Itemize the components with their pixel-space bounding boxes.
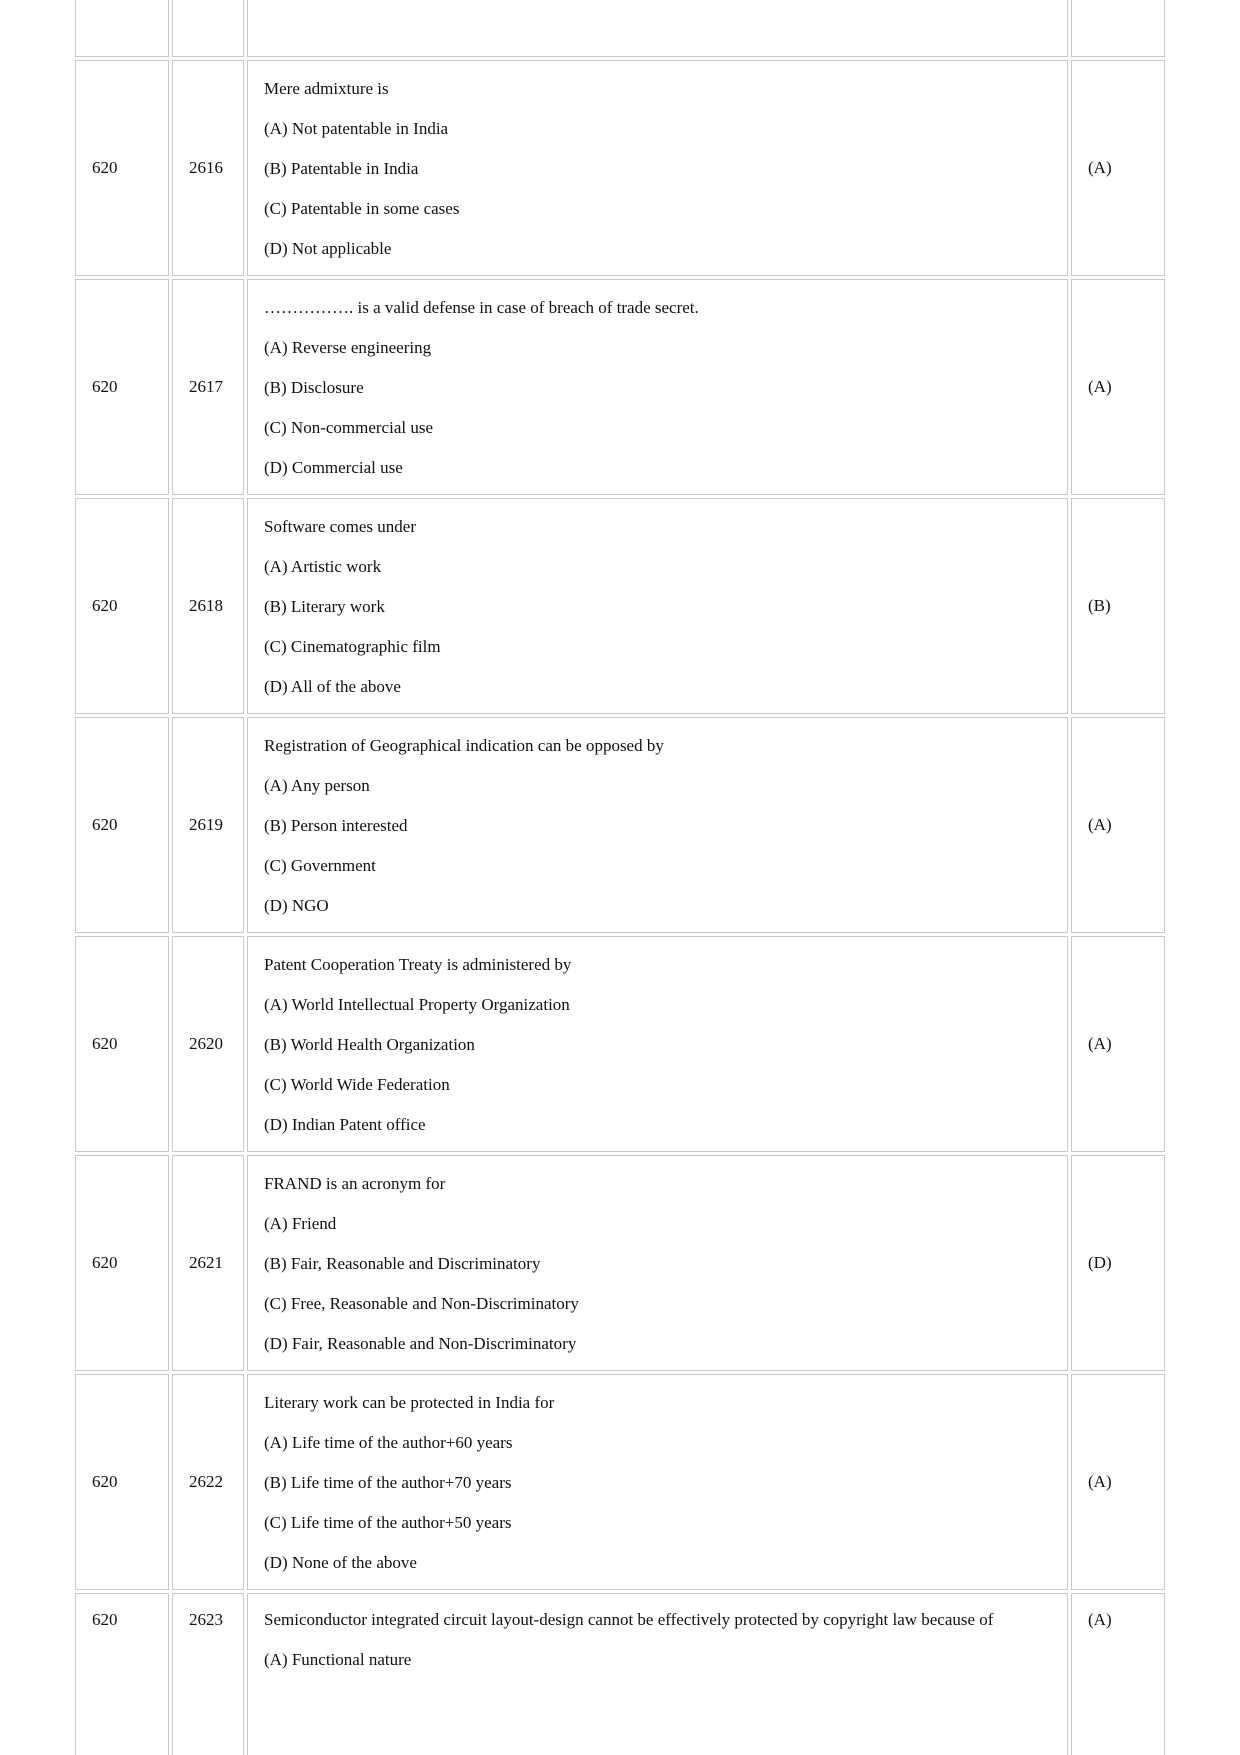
option-c: (C) Patentable in some cases [264, 199, 460, 218]
question-text: ……………. is a valid defense in case of breach of trade secret. [264, 298, 699, 317]
paper-code-cell: 620 [75, 1374, 169, 1590]
table-row [75, 717, 1165, 933]
answer-cell: (D) [1071, 1155, 1165, 1371]
option-a: (A) World Intellectual Property Organization [264, 995, 570, 1014]
answer-cell: (A) [1071, 1593, 1165, 1755]
table-row [75, 498, 1165, 714]
option-a: (A) Not patentable in India [264, 119, 449, 138]
option-a: (A) Any person [264, 776, 370, 795]
option-b: (B) Fair, Reasonable and Discriminatory [264, 1254, 541, 1273]
question-cell [247, 1155, 1068, 1371]
answer-cell: (A) [1071, 1374, 1165, 1590]
question-text: Software comes under [264, 517, 417, 536]
option-a: (A) Functional nature [264, 1650, 412, 1669]
question-number-cell: 2619 [172, 717, 244, 933]
option-a: (A) Friend [264, 1214, 337, 1233]
table-row [75, 1593, 1165, 1755]
answer-cell: (A) [1071, 717, 1165, 933]
option-c: (C) Government [264, 856, 376, 875]
option-b: (B) Literary work [264, 597, 385, 616]
table-row [75, 279, 1165, 495]
option-c: (C) Non-commercial use [264, 418, 433, 437]
table-row [75, 1374, 1165, 1590]
question-number-cell: 2618 [172, 498, 244, 714]
option-d: (D) Commercial use [264, 458, 403, 477]
paper-code-cell: 620 [75, 279, 169, 495]
option-b: (B) World Health Organization [264, 1035, 475, 1054]
question-number-cell: 2621 [172, 1155, 244, 1371]
paper-code-cell: 620 [75, 936, 169, 1152]
option-c: (C) Cinematographic film [264, 637, 441, 656]
mcq-table [72, 0, 1168, 1755]
option-d: (D) Fair, Reasonable and Non-Discriminatory [264, 1334, 577, 1353]
paper-code-cell: 620 [75, 60, 169, 276]
question-text: Literary work can be protected in India for [264, 1393, 555, 1412]
answer-cell: (A) [1071, 936, 1165, 1152]
table-row [75, 60, 1165, 276]
option-b: (B) Person interested [264, 816, 408, 835]
question-cell [247, 936, 1068, 1152]
option-d: (D) None of the above [264, 1553, 417, 1572]
option-b: (B) Disclosure [264, 378, 364, 397]
option-d: (D) Not applicable [264, 239, 392, 258]
question-cell [247, 498, 1068, 714]
answer-cell: (A) [1071, 279, 1165, 495]
question-number-cell [172, 0, 244, 57]
option-d: (D) All of the above [264, 677, 401, 696]
question-number-cell: 2622 [172, 1374, 244, 1590]
question-text: Semiconductor integrated circuit layout-design cannot be effectively protected by copyright law because of [264, 1610, 994, 1629]
option-d: (D) Indian Patent office [264, 1115, 426, 1134]
question-number-cell: 2616 [172, 60, 244, 276]
question-cell [247, 717, 1068, 933]
option-d: (D) NGO [264, 896, 329, 915]
question-text: Mere admixture is [264, 79, 389, 98]
paper-code-cell: 620 [75, 1155, 169, 1371]
question-text: Registration of Geographical indication can be opposed by [264, 736, 664, 755]
answer-cell: (A) [1071, 60, 1165, 276]
question-cell [247, 279, 1068, 495]
option-a: (A) Life time of the author+60 years [264, 1433, 513, 1452]
question-cell [247, 0, 1068, 57]
option-c: (C) World Wide Federation [264, 1075, 450, 1094]
question-cell [247, 60, 1068, 276]
question-cell [247, 1593, 1068, 1755]
question-number-cell: 2617 [172, 279, 244, 495]
question-number-cell: 2620 [172, 936, 244, 1152]
table-row [75, 1155, 1165, 1371]
option-a: (A) Artistic work [264, 557, 382, 576]
option-a: (A) Reverse engineering [264, 338, 432, 357]
answer-cell [1071, 0, 1165, 57]
paper-code-cell [75, 0, 169, 57]
answer-cell: (B) [1071, 498, 1165, 714]
question-text: FRAND is an acronym for [264, 1174, 446, 1193]
question-cell [247, 1374, 1068, 1590]
question-text: Patent Cooperation Treaty is administered by [264, 955, 572, 974]
option-b: (B) Patentable in India [264, 159, 419, 178]
paper-code-cell: 620 [75, 1593, 169, 1755]
option-b: (B) Life time of the author+70 years [264, 1473, 512, 1492]
question-number-cell: 2623 [172, 1593, 244, 1755]
paper-code-cell: 620 [75, 498, 169, 714]
option-c: (C) Life time of the author+50 years [264, 1513, 512, 1532]
option-c: (C) Free, Reasonable and Non-Discriminatory [264, 1294, 579, 1313]
mcq-table-body [75, 0, 1165, 1755]
table-row [75, 936, 1165, 1152]
paper-code-cell: 620 [75, 717, 169, 933]
table-row [75, 0, 1165, 57]
